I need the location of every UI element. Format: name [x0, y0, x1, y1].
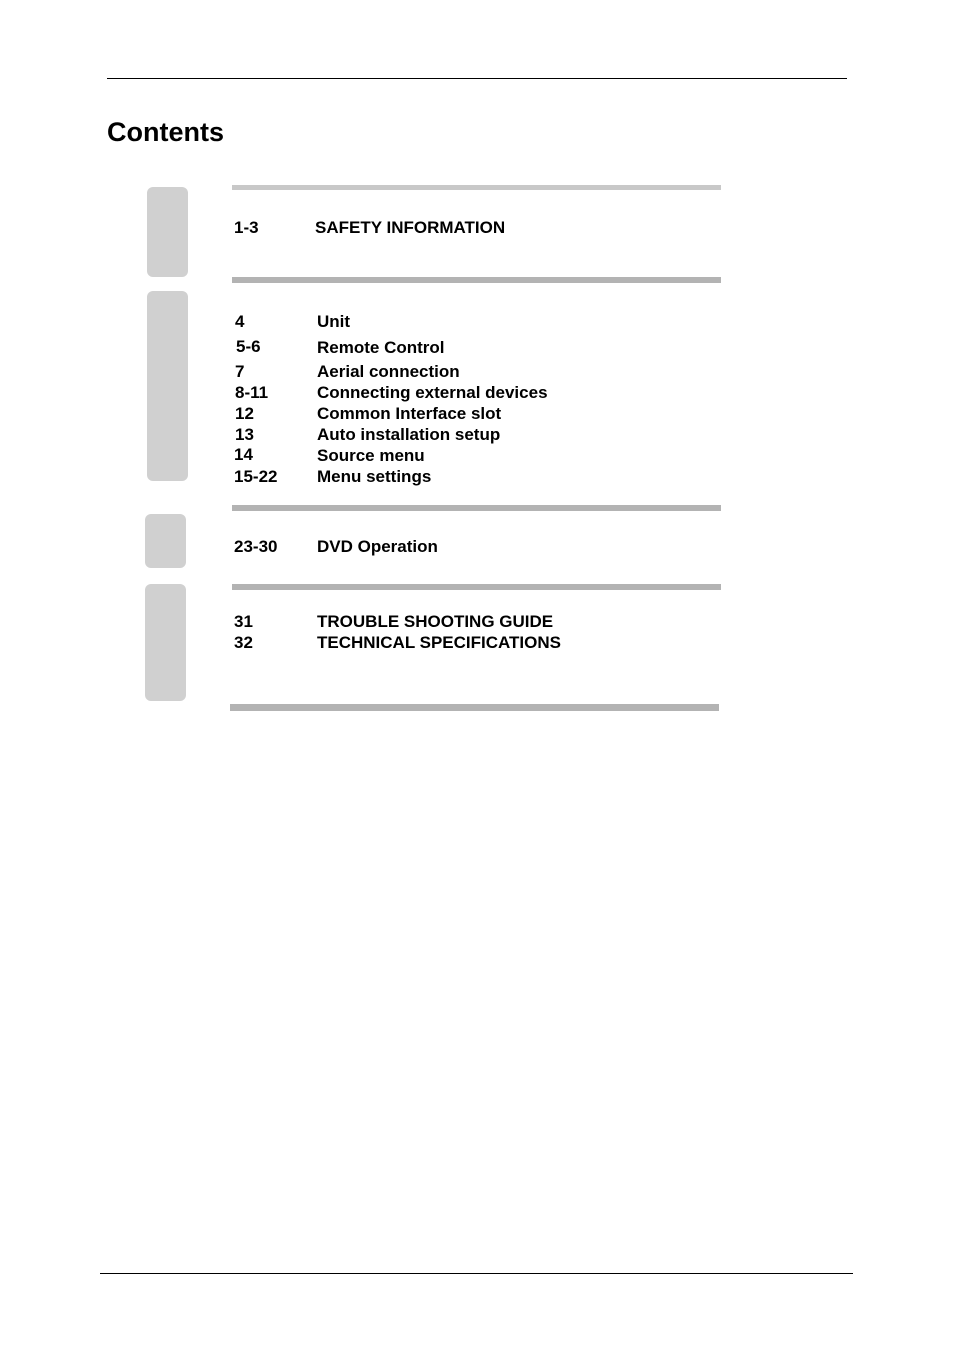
toc-entry-title: TECHNICAL SPECIFICATIONS [317, 633, 561, 652]
toc-entry-title: DVD Operation [317, 537, 438, 556]
toc-entry[interactable] [0, 612, 600, 632]
section-divider [232, 505, 721, 511]
toc-entry[interactable] [0, 425, 600, 445]
toc-entry[interactable] [0, 383, 600, 403]
toc-page-number: 8-11 [235, 383, 269, 402]
section-divider [232, 584, 721, 590]
toc-entry[interactable] [0, 633, 600, 653]
page-title: Contents [107, 117, 224, 147]
toc-entry[interactable] [0, 446, 600, 466]
toc-page-number: 32 [234, 633, 253, 652]
toc-entry[interactable] [0, 312, 600, 332]
toc-entry-title: Source menu [317, 446, 425, 465]
toc-page-number: 13 [235, 425, 254, 444]
toc-page-number: 12 [235, 404, 254, 423]
toc-entry[interactable] [0, 537, 600, 557]
toc-entry-title: Remote Control [317, 338, 445, 357]
toc-page-number: 5-6 [236, 337, 261, 356]
toc-entry[interactable] [0, 404, 600, 424]
toc-page-number: 15-22 [234, 467, 278, 486]
toc-entry-title: Connecting external devices [317, 383, 548, 402]
toc-entry[interactable] [0, 338, 600, 358]
toc-page-number: 7 [235, 362, 245, 381]
section-divider [232, 277, 721, 283]
toc-entry-title: Menu settings [317, 467, 432, 486]
toc-page-number: 1-3 [234, 218, 259, 237]
section-divider [230, 704, 719, 711]
toc-entry[interactable] [0, 467, 600, 487]
toc-entry[interactable] [0, 362, 600, 382]
toc-page-number: 14 [234, 445, 253, 464]
toc-page-number: 31 [234, 612, 253, 631]
toc-entry[interactable] [0, 218, 600, 238]
toc-entry-title: Common Interface slot [317, 404, 502, 423]
header-rule [107, 78, 847, 79]
toc-page-number: 4 [235, 312, 245, 331]
toc-entry-title: Unit [317, 312, 351, 331]
footer-rule [100, 1273, 853, 1274]
toc-entry-title: TROUBLE SHOOTING GUIDE [317, 612, 554, 631]
section-divider [232, 185, 721, 190]
toc-entry-title: SAFETY INFORMATION [315, 218, 506, 237]
toc-page-number: 23-30 [234, 537, 278, 556]
toc-entry-title: Auto installation setup [317, 425, 501, 444]
toc-entry-title: Aerial connection [317, 362, 460, 381]
